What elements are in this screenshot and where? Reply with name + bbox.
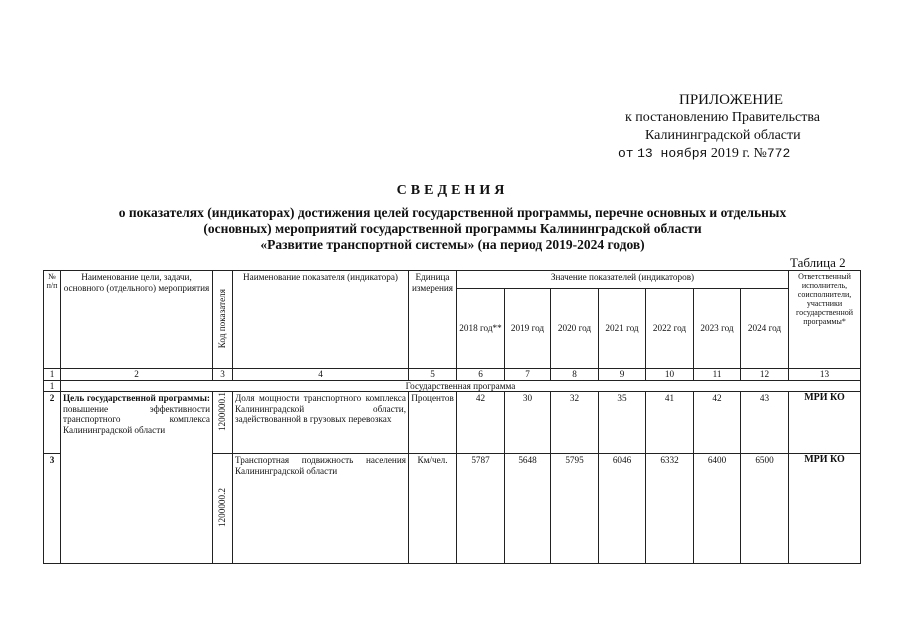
document-subtitle-1: о показателях (индикаторах) достижения целей государственной программы, перечне основных и отдельных: [118, 205, 787, 220]
col-number: 6: [457, 369, 505, 381]
goal-cell: [61, 392, 213, 564]
col-number: 9: [599, 369, 646, 381]
value-2022: 6332: [646, 454, 694, 564]
header-indicator: Наименование показателя (индикатора): [233, 271, 409, 369]
appendix-line-region: Калининградской области: [645, 128, 801, 143]
header-goal: Наименование цели, задачи, основного (отдельного) мероприятия: [61, 271, 213, 369]
executor: МРИ КО: [789, 454, 861, 564]
header-executor: Ответственный исполнитель, соисполнители, участники государственной программы*: [789, 271, 861, 369]
table-row: [44, 392, 861, 454]
col-number: 8: [551, 369, 599, 381]
header-unit: Единица измерения: [409, 271, 457, 369]
col-number: 3: [213, 369, 233, 381]
value-2021: 6046: [599, 454, 646, 564]
value-2018: 42: [457, 392, 505, 454]
col-number: 5: [409, 369, 457, 381]
header-code-label: Код показателя: [217, 288, 228, 348]
indicator-name: Транспортная подвижность населения Калининградской области: [233, 454, 409, 564]
col-number: 13: [789, 369, 861, 381]
date-prefix: от: [618, 146, 634, 161]
section-num: 1: [44, 380, 61, 392]
code-cell: [213, 392, 233, 454]
date-handwritten: 13 ноября: [637, 146, 708, 161]
document-title: СВЕДЕНИЯ: [396, 183, 509, 198]
indicator-code: 1200000.1: [217, 392, 228, 432]
header-year: 2023 год: [694, 289, 741, 369]
col-number: 2: [61, 369, 213, 381]
header-year: 2020 год: [551, 289, 599, 369]
header-year: 2018 год**: [457, 289, 505, 369]
header-year: 2024 год: [741, 289, 789, 369]
decree-number: 772: [766, 146, 791, 161]
header-year: 2022 год: [646, 289, 694, 369]
executor: МРИ КО: [789, 392, 861, 454]
col-number: 12: [741, 369, 789, 381]
appendix-title: ПРИЛОЖЕНИЕ: [679, 92, 784, 108]
goal-text: повышение эффективности транспортного комплекса Калининградской области: [63, 403, 210, 435]
value-2024: 43: [741, 392, 789, 454]
row-num: 2: [44, 392, 61, 454]
document-subtitle-2: (основных) мероприятий государственной программы Калининградской области: [203, 221, 702, 236]
appendix-date-line: [618, 146, 790, 162]
header-year: 2019 год: [505, 289, 551, 369]
indicator-name: Доля мощности транспортного комплекса Калининградской области, задействованной в грузовых перевозках: [233, 392, 409, 454]
unit: Процентов: [409, 392, 457, 454]
header-year: 2021 год: [599, 289, 646, 369]
row-num: 3: [44, 454, 61, 564]
indicator-code: 1200000.2: [217, 487, 228, 527]
value-2022: 41: [646, 392, 694, 454]
value-2024: 6500: [741, 454, 789, 564]
col-number: 1: [44, 369, 61, 381]
value-2021: 35: [599, 392, 646, 454]
goal-bold-text: Цель государственной программы:: [63, 393, 210, 403]
value-2019: 5648: [505, 454, 551, 564]
value-2018: 5787: [457, 454, 505, 564]
table-label: Таблица 2: [790, 255, 846, 270]
col-number: 10: [646, 369, 694, 381]
unit: Км/чел.: [409, 454, 457, 564]
value-2023: 6400: [694, 454, 741, 564]
date-year: 2019 г. №: [710, 146, 767, 161]
value-2020: 32: [551, 392, 599, 454]
indicators-table: [43, 270, 861, 564]
document-subtitle-3: «Развитие транспортной системы» (на период 2019-2024 годов): [260, 237, 645, 252]
appendix-line-decree: к постановлению Правительства: [625, 110, 821, 125]
col-number: 4: [233, 369, 409, 381]
section-label: Государственная программа: [61, 380, 861, 392]
value-2019: 30: [505, 392, 551, 454]
value-2020: 5795: [551, 454, 599, 564]
value-2023: 42: [694, 392, 741, 454]
col-number: 11: [694, 369, 741, 381]
code-cell: [213, 454, 233, 564]
header-code: [213, 271, 233, 369]
header-num: № п/п: [44, 271, 61, 369]
header-values-group: Значение показателей (индикаторов): [457, 271, 789, 289]
col-number: 7: [505, 369, 551, 381]
